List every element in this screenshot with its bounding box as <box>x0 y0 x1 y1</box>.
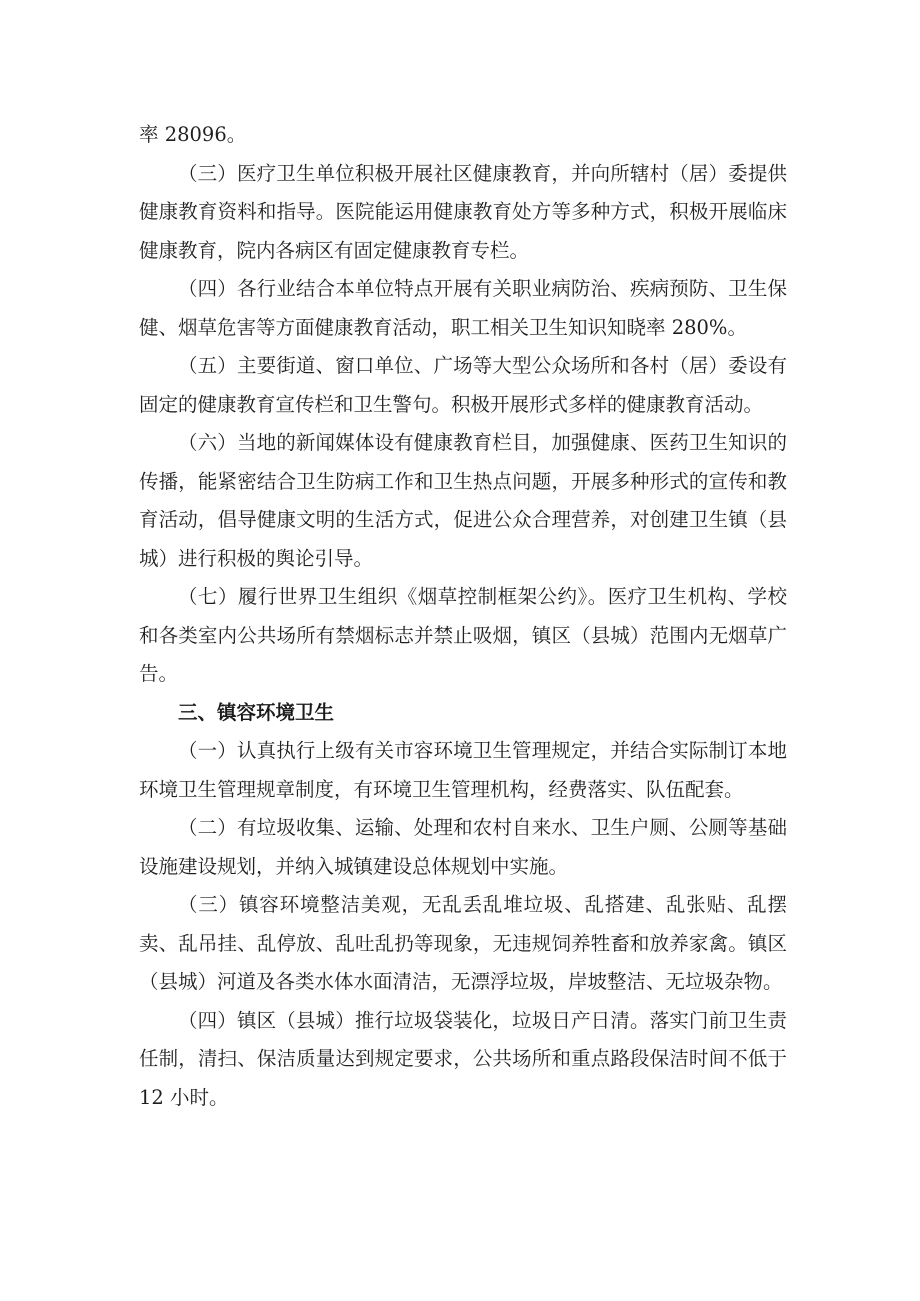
paragraph-item-5-publicity-boards: （五）主要街道、窗口单位、广场等大型公众场所和各村（居）委设有固定的健康教育宣传栏和卫生警句。积极开展形式多样的健康教育活动。 <box>139 354 787 416</box>
document-body <box>139 116 787 1117</box>
paragraph-item-2-infrastructure: （二）有垃圾收集、运输、处理和农村自来水、卫生户厕、公厕等基础设施建设规划，并纳入城镇建设总体规划中实施。 <box>139 816 787 878</box>
paragraph-item-3-health-education: （三）医疗卫生单位积极开展社区健康教育，并向所辖村（居）委提供健康教育资料和指导。医院能运用健康教育处方等多种方式，积极开展临床健康教育，院内各病区有固定健康教育专栏。 <box>139 161 787 262</box>
paragraph-item-3-town-appearance: （三）镇容环境整洁美观，无乱丢乱堆垃圾、乱搭建、乱张贴、乱摆卖、乱吊挂、乱停放、乱吐乱扔等现象，无违规饲养牲畜和放养家禽。镇区（县城）河道及各类水体水面清洁，无漂浮垃圾，岸坡整洁、无垃圾杂物。 <box>139 893 787 993</box>
paragraph-item-1-regulations: （一）认真执行上级有关市容环境卫生管理规定，并结合实际制订本地环境卫生管理规章制度，有环境卫生管理机构，经费落实、队伍配套。 <box>139 739 787 801</box>
paragraph-item-4-industry-education: （四）各行业结合本单位特点开展有关职业病防治、疾病预防、卫生保健、烟草危害等方面健康教育活动，职工相关卫生知识知晓率 280%。 <box>139 277 787 339</box>
section-heading-town-environment: 三、镇容环境卫生 <box>178 700 335 724</box>
paragraph-continuation: 率 28096。 <box>139 123 247 146</box>
paragraph-item-7-tobacco-control: （七）履行世界卫生组织《烟草控制框架公约》。医疗卫生机构、学校和各类室内公共场所有禁烟标志并禁止吸烟，镇区（县城）范围内无烟草广告。 <box>139 585 787 685</box>
paragraph-item-4-garbage-bagging: （四）镇区（县城）推行垃圾袋装化，垃圾日产日清。落实门前卫生责任制，清扫、保洁质量达到规定要求，公共场所和重点路段保洁时间不低于 12 小时。 <box>139 1008 787 1109</box>
paragraph-item-6-news-media: （六）当地的新闻媒体设有健康教育栏目，加强健康、医药卫生知识的传播，能紧密结合卫生防病工作和卫生热点问题，开展多种形式的宣传和教育活动，倡导健康文明的生活方式，促进公众合理营养，对创建卫生镇（县城）进行积极的舆论引导。 <box>139 431 787 570</box>
